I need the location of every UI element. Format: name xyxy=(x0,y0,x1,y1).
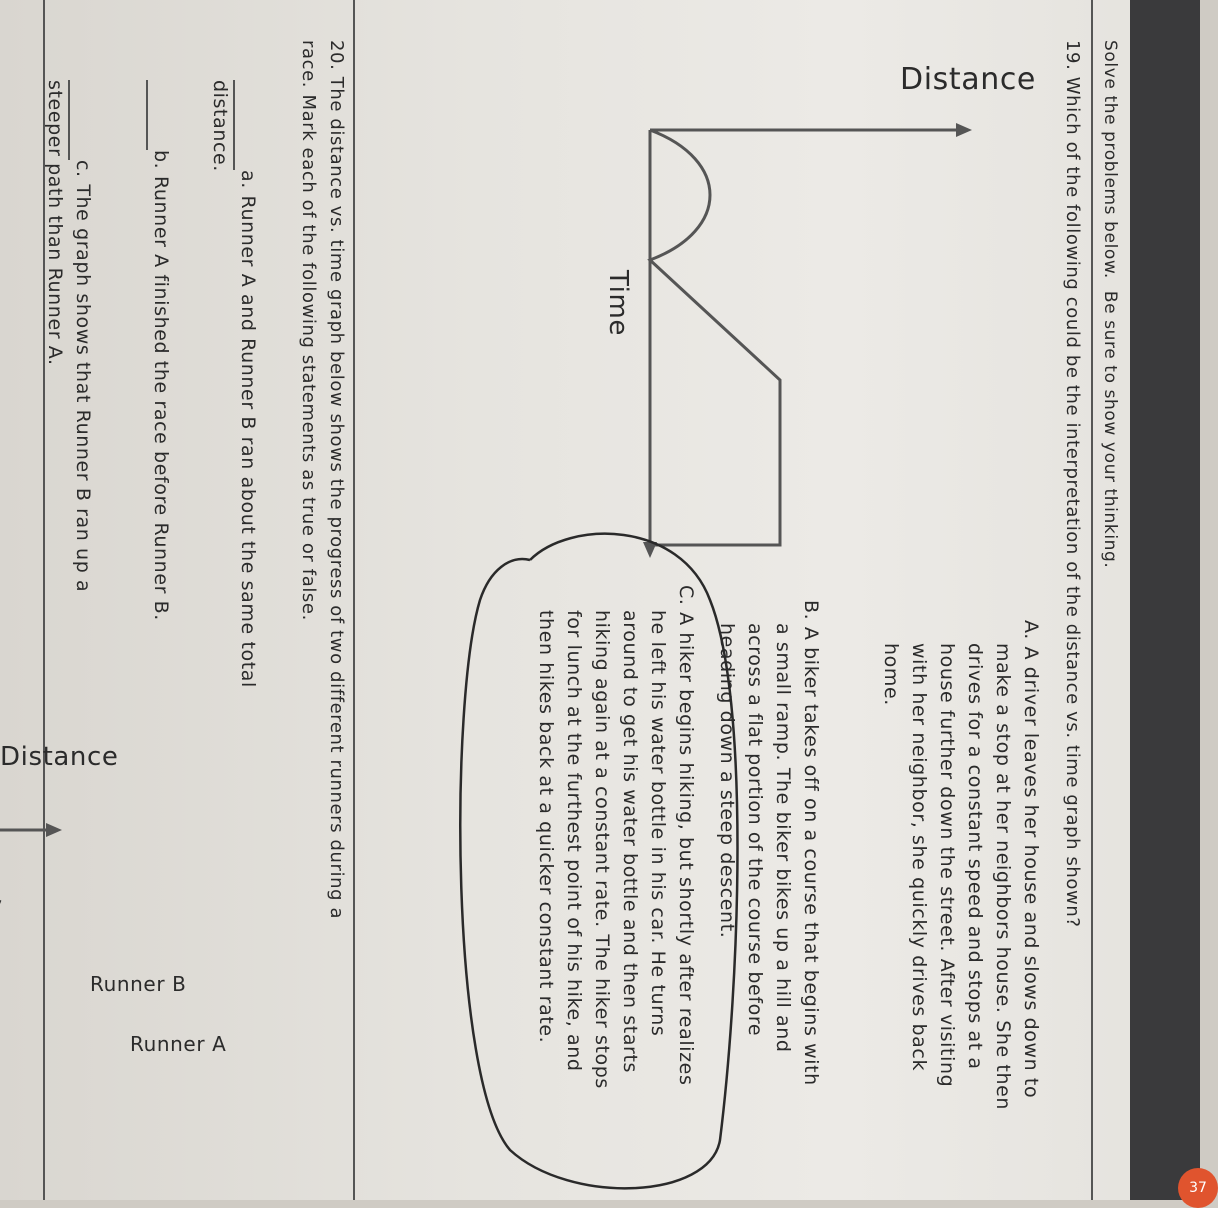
q19-graph-xlabel: Time xyxy=(603,270,633,337)
q20-question-line2: race. Mark each of the following statements as true or false. xyxy=(298,40,319,621)
q20-question-line1: 20. The distance vs. time graph below shows the progress of two different runners during a xyxy=(326,40,347,920)
runner-b-label: Runner B xyxy=(90,972,187,996)
q19-graph-ylabel: Distance xyxy=(900,62,1036,97)
q20-graph-ylabel: Distance xyxy=(0,742,119,772)
q19-question: 19. Which of the following could be the interpretation of the distance vs. time graph shown? xyxy=(1062,40,1083,928)
runner-a-label: Runner A xyxy=(130,1032,227,1056)
instructions: Solve the problems below. Be sure to show your thinking. xyxy=(1100,40,1120,569)
page-edge-shadow xyxy=(1130,0,1200,1200)
worksheet-page: Solve the problems below. Be sure to show your thinking. 19. Which of the following could be the interpretation of the distance vs. time graph shown? Distance Time A. A driver leaves her house and slows down to make a stop at her neighbors house. She then drives for a constant speed and stops at a house further down the street. After visiting with her neighbor, she quickly drives back home. B. A biker takes off on a course that begins with a small ramp. The biker bikes up a hill and across a flat portion of the course before heading down a steep descent. C. A hiker begins hiking, but shortly after realizes he left his water bottle in his car. He turns around to get his water bottle and then starts hiking again at a constant rate. The hiker stops for lunch at the furthest point of his hike, and then hikes back at a quicker constant rate. 20. The distance vs. time graph below shows the progress of two different runners during a race. Mark each of the following statements as true or false. a. Runner A and Runner B ran about the same total distance. b. Runner A finished the race before Runner B. c. The graph shows that Runner B ran up a steeper path than Runner A. Distance Runner B Runner A xyxy=(0,0,1130,1200)
page-number-badge xyxy=(1178,1168,1218,1208)
q20-y-axis-arrow xyxy=(46,823,62,837)
page-number-text: 37 xyxy=(1189,1180,1207,1196)
